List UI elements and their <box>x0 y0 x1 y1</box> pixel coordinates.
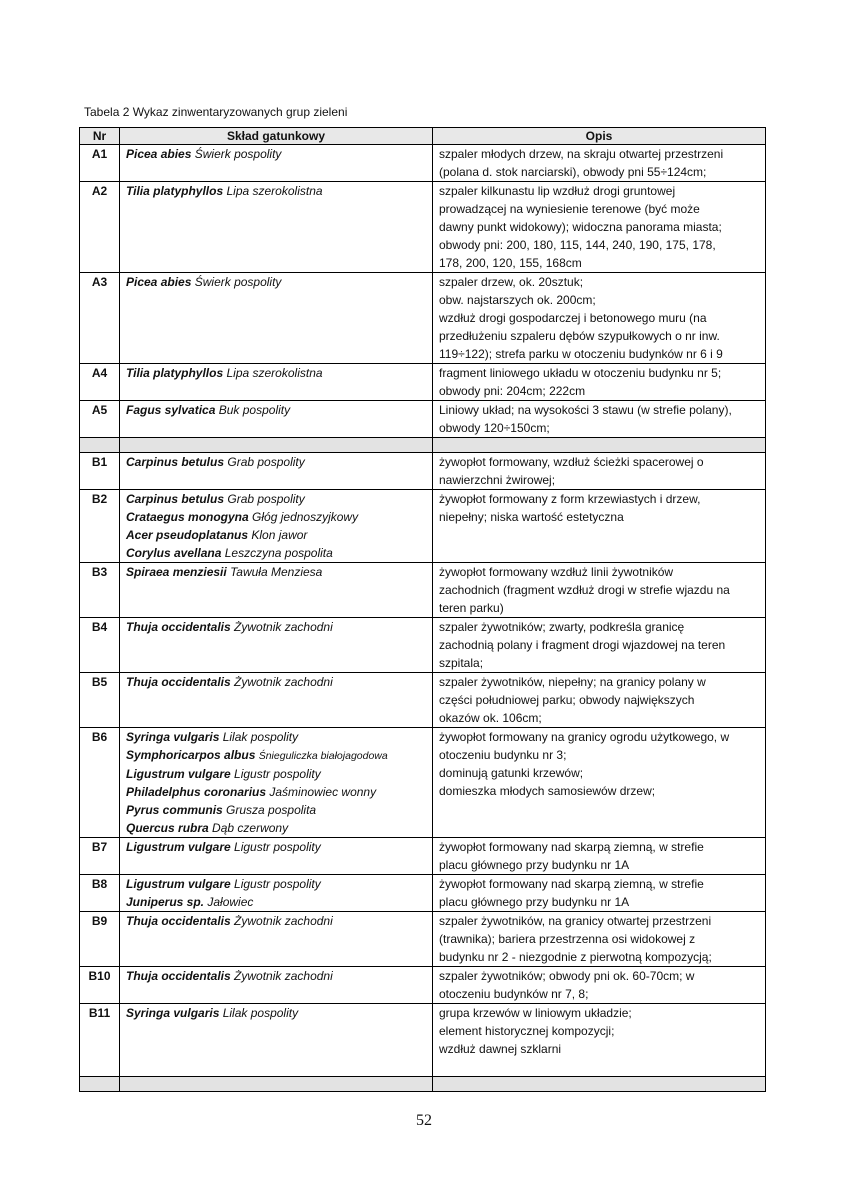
spacer-cell <box>433 1077 766 1092</box>
description-line: fragment liniowego układu w otoczeniu budynku nr 5; <box>439 366 722 380</box>
latin-name: Corylus avellana <box>126 546 222 560</box>
polish-name: Grab pospolity <box>227 492 305 506</box>
species-entry <box>126 912 426 930</box>
table-row <box>80 618 766 673</box>
spacer-cell <box>80 438 120 453</box>
latin-name: Philadelphus coronarius <box>126 785 267 799</box>
table-row <box>80 728 766 838</box>
row-number: A5 <box>80 401 120 438</box>
latin-name: Syringa vulgaris <box>126 1006 220 1020</box>
species-entry <box>126 819 426 837</box>
species-entry <box>126 364 426 382</box>
species-entry <box>126 967 426 985</box>
polish-name: Jałowiec <box>207 895 254 909</box>
description-line: wzdłuż drogi gospodarczej i betonowego muru (na <box>439 311 707 325</box>
species-entry <box>126 273 426 291</box>
table-row <box>80 182 766 273</box>
polish-name: Dąb czerwony <box>212 821 289 835</box>
row-number: B10 <box>80 967 120 1004</box>
header-opis: Opis <box>433 128 766 145</box>
description-line: szpitala; <box>439 656 484 670</box>
description-line: szpaler młodych drzew, na skraju otwartej przestrzeni <box>439 147 724 161</box>
polish-name: Ligustr pospolity <box>234 767 321 781</box>
description-line: obwody 120÷150cm; <box>439 421 550 435</box>
species-cell <box>120 273 433 364</box>
row-number: B3 <box>80 563 120 618</box>
description-line: okazów ok. 106cm; <box>439 711 542 725</box>
latin-name: Thuja occidentalis <box>126 914 231 928</box>
species-entry <box>126 544 426 562</box>
table-row <box>80 364 766 401</box>
row-number: B9 <box>80 912 120 967</box>
table-body <box>80 145 766 1092</box>
description-line: dominują gatunki krzewów; <box>439 766 584 780</box>
description-cell <box>433 875 766 912</box>
table-row <box>80 563 766 618</box>
species-entry <box>126 526 426 544</box>
latin-name: Carpinus betulus <box>126 492 225 506</box>
description-cell <box>433 273 766 364</box>
row-number: B2 <box>80 490 120 563</box>
latin-name: Thuja occidentalis <box>126 620 231 634</box>
row-number: A3 <box>80 273 120 364</box>
spacer-cell <box>120 438 433 453</box>
species-entry <box>126 563 426 581</box>
description-line: żywopłot formowany na granicy ogrodu użytkowego, w <box>439 730 730 744</box>
latin-name: Crataegus monogyna <box>126 510 249 524</box>
description-cell <box>433 838 766 875</box>
latin-name: Spiraea menziesii <box>126 565 227 579</box>
polish-name: Klon jawor <box>251 528 308 542</box>
species-entry <box>126 618 426 636</box>
description-line: nawierzchni żwirowej; <box>439 473 556 487</box>
species-cell <box>120 875 433 912</box>
table-row <box>80 967 766 1004</box>
species-entry <box>126 145 426 163</box>
description-cell <box>433 364 766 401</box>
latin-name: Quercus rubra <box>126 821 209 835</box>
latin-name: Acer pseudoplatanus <box>126 528 249 542</box>
row-number: B11 <box>80 1004 120 1077</box>
header-sklad: Skład gatunkowy <box>120 128 433 145</box>
description-cell <box>433 673 766 728</box>
species-cell <box>120 563 433 618</box>
spacer-cell <box>120 1077 433 1092</box>
table-row <box>80 838 766 875</box>
row-number: A4 <box>80 364 120 401</box>
species-cell <box>120 490 433 563</box>
species-entry <box>126 765 426 783</box>
description-line: niepełny; niska wartość estetyczna <box>439 510 624 524</box>
description-cell <box>433 618 766 673</box>
species-cell <box>120 453 433 490</box>
species-cell <box>120 1004 433 1077</box>
row-number: A1 <box>80 145 120 182</box>
description-line: wzdłuż dawnej szklarni <box>439 1042 562 1056</box>
description-cell <box>433 728 766 838</box>
polish-name: Jaśminowiec wonny <box>269 785 377 799</box>
page-number: 52 <box>416 1112 432 1129</box>
description-line: zachodnią polany i fragment drogi wjazdowej na teren <box>439 638 726 652</box>
description-line: szpaler drzew, ok. 20sztuk; <box>439 275 584 289</box>
description-line: szpaler żywotników; obwody pni ok. 60-70cm; w <box>439 969 695 983</box>
species-entry <box>126 490 426 508</box>
species-cell <box>120 838 433 875</box>
table-row <box>80 401 766 438</box>
header-nr: Nr <box>80 128 120 145</box>
description-cell <box>433 490 766 563</box>
latin-name: Pyrus communis <box>126 803 223 817</box>
species-entry <box>126 508 426 526</box>
polish-name: Śnieguliczka białojagodowa <box>258 750 388 762</box>
latin-name: Fagus sylvatica <box>126 403 216 417</box>
table-caption: Tabela 2 Wykaz zinwentaryzowanych grup zieleni <box>84 105 348 119</box>
row-number: B4 <box>80 618 120 673</box>
description-line: Liniowy układ; na wysokości 3 stawu (w strefie polany), <box>439 403 732 417</box>
latin-name: Ligustrum vulgare <box>126 767 231 781</box>
polish-name: Lilak pospolity <box>222 730 299 744</box>
latin-name: Thuja occidentalis <box>126 969 231 983</box>
species-cell <box>120 618 433 673</box>
species-entry <box>126 453 426 471</box>
description-line: budynku nr 2 - niezgodnie z pierwotną kompozycją; <box>439 950 712 964</box>
species-entry <box>126 401 426 419</box>
description-line: teren parku) <box>439 601 504 615</box>
species-entry <box>126 875 426 893</box>
polish-name: Tawuła Menziesa <box>230 565 323 579</box>
species-cell <box>120 673 433 728</box>
description-line: (trawnika); bariera przestrzenna osi widokowej z <box>439 932 696 946</box>
row-number: B7 <box>80 838 120 875</box>
latin-name: Symphoricarpos albus <box>126 748 256 762</box>
row-number: A2 <box>80 182 120 273</box>
species-entry <box>126 728 426 746</box>
table-header-row <box>80 128 766 145</box>
polish-name: Leszczyna pospolita <box>224 546 333 560</box>
row-number: B6 <box>80 728 120 838</box>
polish-name: Głóg jednoszyjkowy <box>252 510 359 524</box>
latin-name: Ligustrum vulgare <box>126 877 231 891</box>
row-number: B8 <box>80 875 120 912</box>
polish-name: Lilak pospolity <box>222 1006 299 1020</box>
species-entry <box>126 838 426 856</box>
polish-name: Lipa szerokolistna <box>226 184 323 198</box>
description-line: dawny punkt widokowy); widoczna panorama miasta; <box>439 220 722 234</box>
polish-name: Ligustr pospolity <box>234 840 321 854</box>
description-line: żywopłot formowany, wzdłuż ścieżki spacerowej o <box>439 455 704 469</box>
species-entry <box>126 801 426 819</box>
description-line: placu głównego przy budynku nr 1A <box>439 858 630 872</box>
table-spacer-row <box>80 1077 766 1092</box>
description-line <box>439 1058 759 1076</box>
table-spacer-row <box>80 438 766 453</box>
table-row <box>80 273 766 364</box>
description-line: otoczeniu budynków nr 7, 8; <box>439 987 589 1001</box>
polish-name: Lipa szerokolistna <box>226 366 323 380</box>
polish-name: Ligustr pospolity <box>234 877 321 891</box>
latin-name: Tilia platyphyllos <box>126 366 224 380</box>
description-line: szpaler kilkunastu lip wzdłuż drogi gruntowej <box>439 184 676 198</box>
description-line: prowadzącej na wyniesienie terenowe (być może <box>439 202 700 216</box>
species-entry <box>126 673 426 691</box>
description-line: żywopłot formowany z form krzewiastych i drzew, <box>439 492 701 506</box>
latin-name: Picea abies <box>126 275 192 289</box>
species-cell <box>120 145 433 182</box>
table-row <box>80 875 766 912</box>
polish-name: Świerk pospolity <box>194 147 282 161</box>
description-line: obwody pni: 200, 180, 115, 144, 240, 190, 175, 178, <box>439 238 716 252</box>
description-line: otoczeniu budynku nr 3; <box>439 748 567 762</box>
spacer-cell <box>80 1077 120 1092</box>
polish-name: Żywotnik zachodni <box>234 914 333 928</box>
latin-name: Picea abies <box>126 147 192 161</box>
latin-name: Thuja occidentalis <box>126 675 231 689</box>
row-number: B5 <box>80 673 120 728</box>
description-cell <box>433 967 766 1004</box>
species-entry <box>126 182 426 200</box>
description-line: przedłużeniu szpaleru dębów szypułkowych o nr inw. <box>439 329 720 343</box>
description-cell <box>433 401 766 438</box>
description-line: żywopłot formowany nad skarpą ziemną, w strefie <box>439 840 704 854</box>
species-cell <box>120 401 433 438</box>
species-cell <box>120 728 433 838</box>
description-cell <box>433 563 766 618</box>
description-line: żywopłot formowany wzdłuż linii żywotników <box>439 565 674 579</box>
polish-name: Grusza pospolita <box>226 803 317 817</box>
description-line: zachodnich (fragment wzdłuż drogi w strefie wjazdu na <box>439 583 730 597</box>
latin-name: Juniperus sp. <box>126 895 205 909</box>
description-cell <box>433 1004 766 1077</box>
description-line: części południowej parku; obwody największych <box>439 693 695 707</box>
table-row <box>80 145 766 182</box>
latin-name: Syringa vulgaris <box>126 730 220 744</box>
latin-name: Carpinus betulus <box>126 455 225 469</box>
description-line: placu głównego przy budynku nr 1A <box>439 895 630 909</box>
table-row <box>80 912 766 967</box>
table-row <box>80 453 766 490</box>
table-row <box>80 490 766 563</box>
description-cell <box>433 145 766 182</box>
latin-name: Tilia platyphyllos <box>126 184 224 198</box>
table-row <box>80 1004 766 1077</box>
species-entry <box>126 746 426 765</box>
description-line: żywopłot formowany nad skarpą ziemną, w strefie <box>439 877 704 891</box>
description-line: obw. najstarszych ok. 200cm; <box>439 293 596 307</box>
polish-name: Grab pospolity <box>227 455 305 469</box>
description-line: szpaler żywotników, na granicy otwartej przestrzeni <box>439 914 712 928</box>
description-line: (polana d. stok narciarski), obwody pni 55÷124cm; <box>439 165 707 179</box>
species-cell <box>120 912 433 967</box>
description-line: 178, 200, 120, 155, 168cm <box>439 256 582 270</box>
spacer-cell <box>433 438 766 453</box>
description-line: szpaler żywotników, niepełny; na granicy polany w <box>439 675 706 689</box>
species-entry <box>126 893 426 911</box>
species-cell <box>120 364 433 401</box>
species-cell <box>120 967 433 1004</box>
description-cell <box>433 182 766 273</box>
polish-name: Żywotnik zachodni <box>234 675 333 689</box>
polish-name: Buk pospolity <box>218 403 291 417</box>
species-cell <box>120 182 433 273</box>
latin-name: Ligustrum vulgare <box>126 840 231 854</box>
polish-name: Świerk pospolity <box>194 275 282 289</box>
species-entry <box>126 783 426 801</box>
polish-name: Żywotnik zachodni <box>234 620 333 634</box>
row-number: B1 <box>80 453 120 490</box>
greenery-groups-table <box>79 127 766 1092</box>
description-line: domieszka młodych samosiewów drzew; <box>439 784 656 798</box>
description-line: element historycznej kompozycji; <box>439 1024 615 1038</box>
description-cell <box>433 912 766 967</box>
description-cell <box>433 453 766 490</box>
description-line: grupa krzewów w liniowym układzie; <box>439 1006 632 1020</box>
polish-name: Żywotnik zachodni <box>234 969 333 983</box>
description-line: szpaler żywotników; zwarty, podkreśla granicę <box>439 620 685 634</box>
description-line: obwody pni: 204cm; 222cm <box>439 384 586 398</box>
table-row <box>80 673 766 728</box>
species-entry <box>126 1004 426 1022</box>
description-line: 119÷122); strefa parku w otoczeniu budynków nr 6 i 9 <box>439 347 723 361</box>
